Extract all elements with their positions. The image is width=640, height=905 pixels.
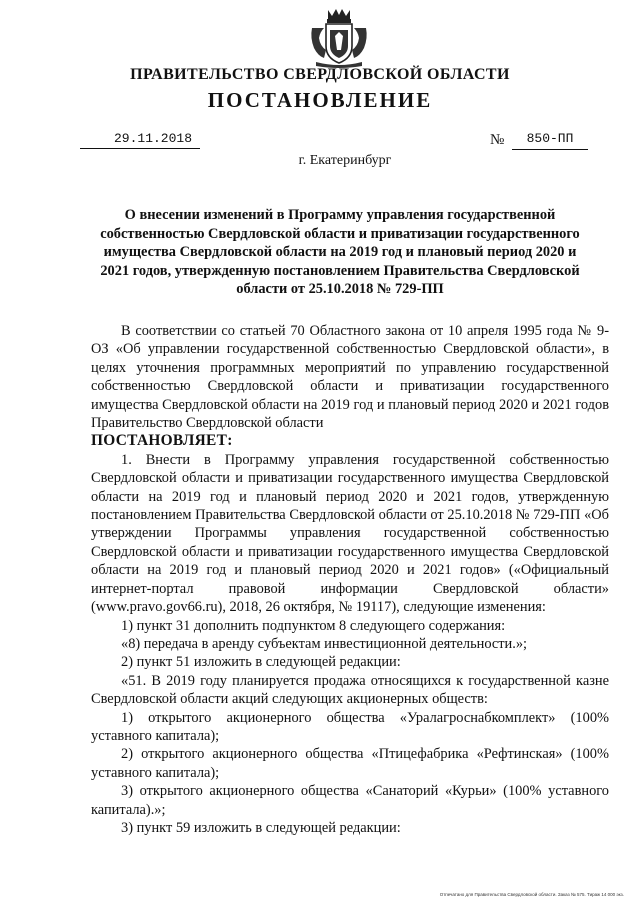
- document-body: [91, 322, 609, 837]
- paragraph: «51. В 2019 году планируется продажа относящихся к государственной казне Свердловской области акций следующих акционерных обществ:: [91, 672, 609, 708]
- paragraph: 2) открытого акционерного общества «Птицефабрика «Рефтинская» (100% уставного капитала);: [91, 746, 609, 781]
- decree-word: ПОСТАНОВЛЯЕТ:: [91, 432, 233, 450]
- paragraph: 3) открытого акционерного общества «Санаторий «Курьи» (100% уставного капитала).»;: [91, 783, 609, 818]
- document-title: О внесении изменений в Программу управления государственной собственностью Свердловской области и приватизации государственного имущества Свердловской области на 2019 год и плановый период 2020 и 2021 годов, утвержденную постановлением Правительства Свердловской области от 25.10.2018 № 729-ПП: [100, 207, 580, 297]
- coat-of-arms-icon: [306, 6, 372, 68]
- preamble: В соответствии со статьей 70 Областного закона от 10 апреля 1995 года № 9-ОЗ «Об управлении государственной собственностью Свердловской области», в целях уточнения программных мероприятий по управлению государственной собственностью Свердловской области и приватизации государственного имущества Свердловской области на 2019 год и плановый период 2020 и 2021 годов Правительство Свердловской области: [91, 323, 609, 432]
- number-sign: №: [490, 132, 505, 148]
- paragraph: «8) передача в аренду субъектам инвестиционной деятельности.»;: [121, 635, 528, 652]
- paragraph: 1) открытого акционерного общества «Уралагроснабкомплект» (100% уставного капитала);: [91, 709, 609, 744]
- document-type: ПОСТАНОВЛЕНИЕ: [207, 88, 433, 112]
- document-number: 850-ПП: [512, 131, 588, 150]
- paragraph: 1. Внести в Программу управления государственной собственностью Свердловской области и приватизации государственного имущества Свердловской области на 2019 год и плановый период 2020 и 2021 годов, утвержденную постановлением Правительства Свердловской области от 25.10.2018 № 729-ПП «Об утверждении Программы управления государственной собственностью Свердловской области и приватизации государственного имущества Свердловской области на 2019 год и плановый период 2020 и 2021 годов» («Официальный интернет-портал правовой информации Свердловской области» (www.pravo.gov66.ru), 2018, 26 октября, № 19117), следующие изменения:: [91, 451, 609, 616]
- print-footer: Отпечатано для Правительства Свердловской области. Заказ № 575. Тираж 14 000 экз.: [439, 892, 624, 897]
- city: г. Екатеринбург: [298, 153, 392, 168]
- paragraph: 3) пункт 59 изложить в следующей редакции:: [121, 819, 401, 836]
- paragraph: 2) пункт 51 изложить в следующей редакции:: [121, 654, 401, 671]
- document-date: 29.11.2018: [80, 131, 200, 149]
- paragraph: 1) пункт 31 дополнить подпунктом 8 следующего содержания:: [121, 617, 506, 634]
- organization-name: ПРАВИТЕЛЬСТВО СВЕРДЛОВСКОЙ ОБЛАСТИ: [130, 66, 510, 83]
